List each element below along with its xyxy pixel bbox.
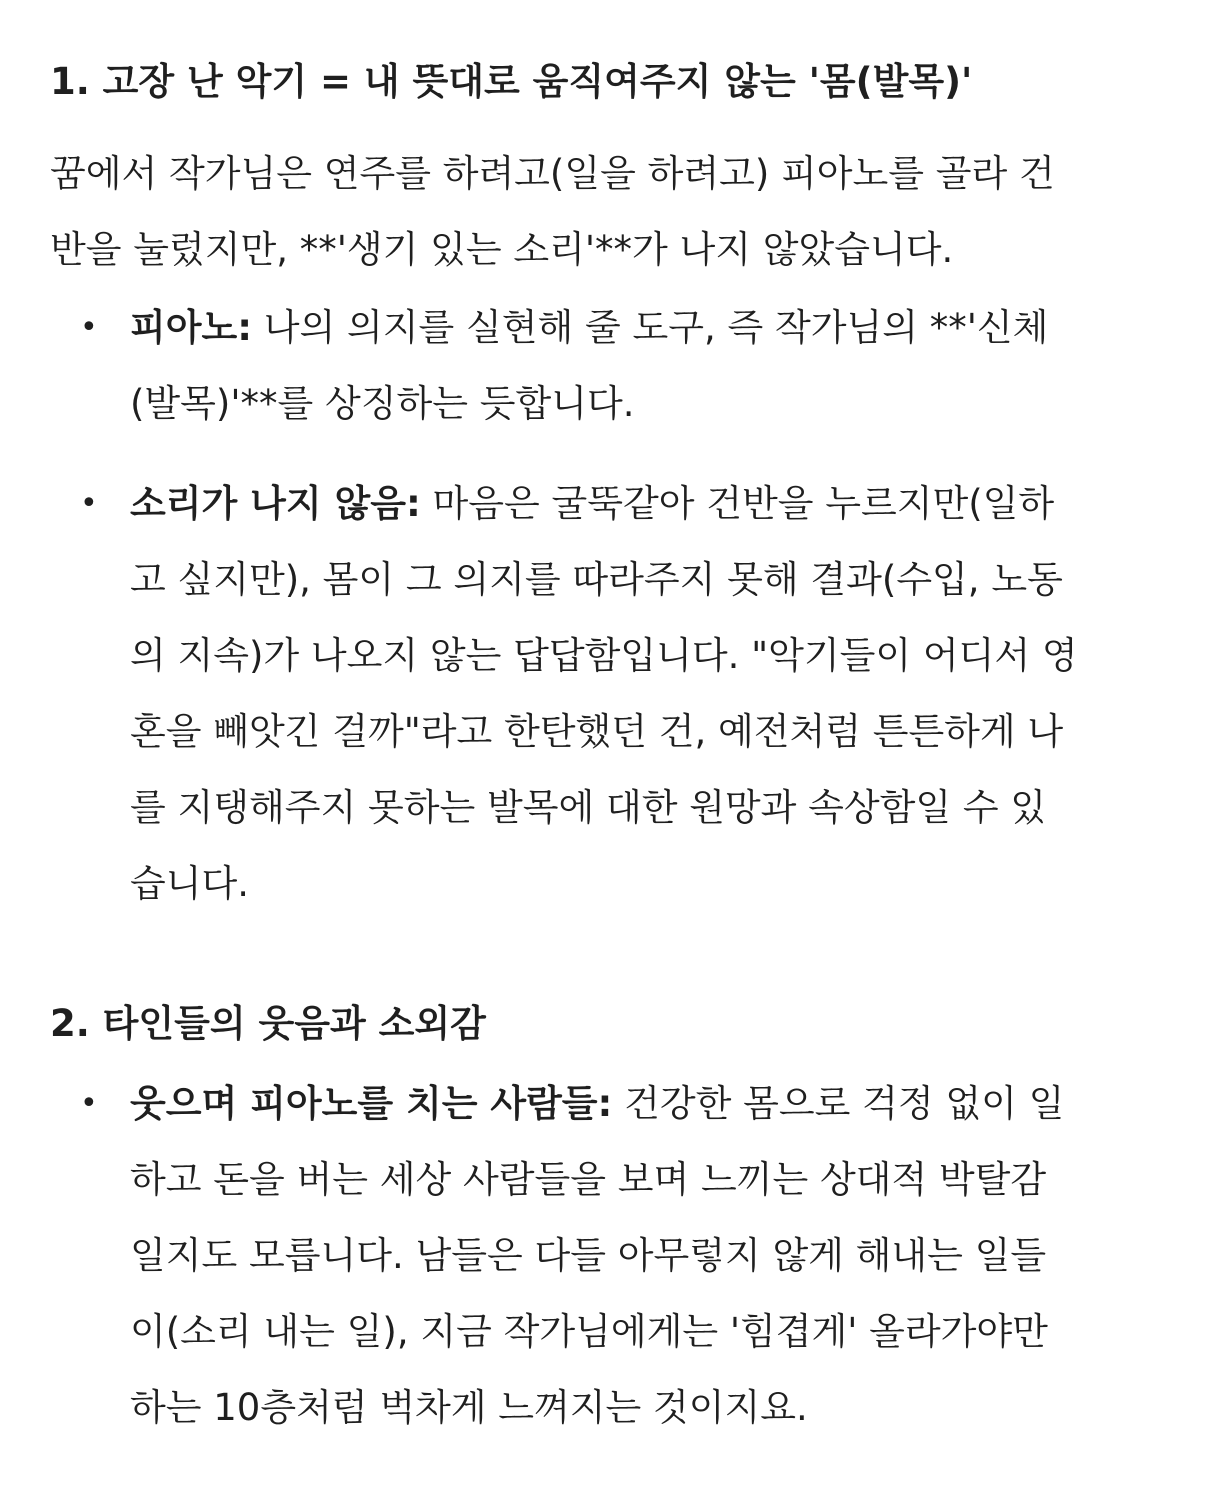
section-2-heading: 2. 타인들의 웃음과 소외감: [50, 1002, 486, 1045]
list-item-line: 의 지속)가 나오지 않는 답답함입니다. "악기들이 어디서 영: [130, 634, 1078, 677]
list-item-body: 나의 의지를 실현해 줄 도구, 즉 작가님의 **'신체: [252, 306, 1049, 349]
section-1-heading: 1. 고장 난 악기 = 내 뜻대로 움직여주지 않는 '몸(발목)': [50, 60, 973, 103]
list-item-line: 습니다.: [130, 862, 249, 905]
list-item-line: 혼을 빼앗긴 걸까"라고 한탄했던 건, 예전처럼 튼튼하게 나: [130, 710, 1064, 753]
list-item-term: 웃으며 피아노를 치는 사람들:: [130, 1082, 613, 1125]
list-item-body: 건강한 몸으로 걱정 없이 일: [612, 1082, 1065, 1125]
list-item-line: 이(소리 내는 일), 지금 작가님에게는 '힘겹게' 올라가야만: [130, 1310, 1048, 1353]
list-item-line: 하는 10층처럼 벅차게 느껴지는 것이지요.: [130, 1386, 808, 1429]
list-item-line: 를 지탱해주지 못하는 발목에 대한 원망과 속상함일 수 있: [130, 786, 1047, 829]
bullet-icon: •: [80, 1086, 98, 1121]
bullet-icon: •: [80, 486, 98, 521]
bullet-icon: •: [80, 310, 98, 345]
list-item-body: 마음은 굴뚝같아 건반을 누르지만(일하: [420, 482, 1055, 525]
intro-line: 꿈에서 작가님은 연주를 하려고(일을 하려고) 피아노를 골라 건: [50, 152, 1055, 195]
list-item-line: 일지도 모릅니다. 남들은 다들 아무렇지 않게 해내는 일들: [130, 1234, 1047, 1277]
list-item-term: 소리가 나지 않음:: [130, 482, 421, 525]
list-item-line: 고 싶지만), 몸이 그 의지를 따라주지 못해 결과(수입, 노동: [130, 558, 1063, 601]
list-item-line: 하고 돈을 버는 세상 사람들을 보며 느끼는 상대적 박탈감: [130, 1158, 1047, 1201]
intro-line: 반을 눌렀지만, **'생기 있는 소리'**가 나지 않았습니다.: [50, 228, 954, 271]
list-item-term: 피아노:: [130, 306, 253, 349]
section-1-intro: [50, 136, 1160, 288]
list-item-text: [130, 1066, 1190, 1446]
list-item-line: (발목)'**를 상징하는 듯합니다.: [130, 382, 635, 425]
list-item-text: [130, 290, 1190, 442]
list-item-text: [130, 466, 1190, 922]
